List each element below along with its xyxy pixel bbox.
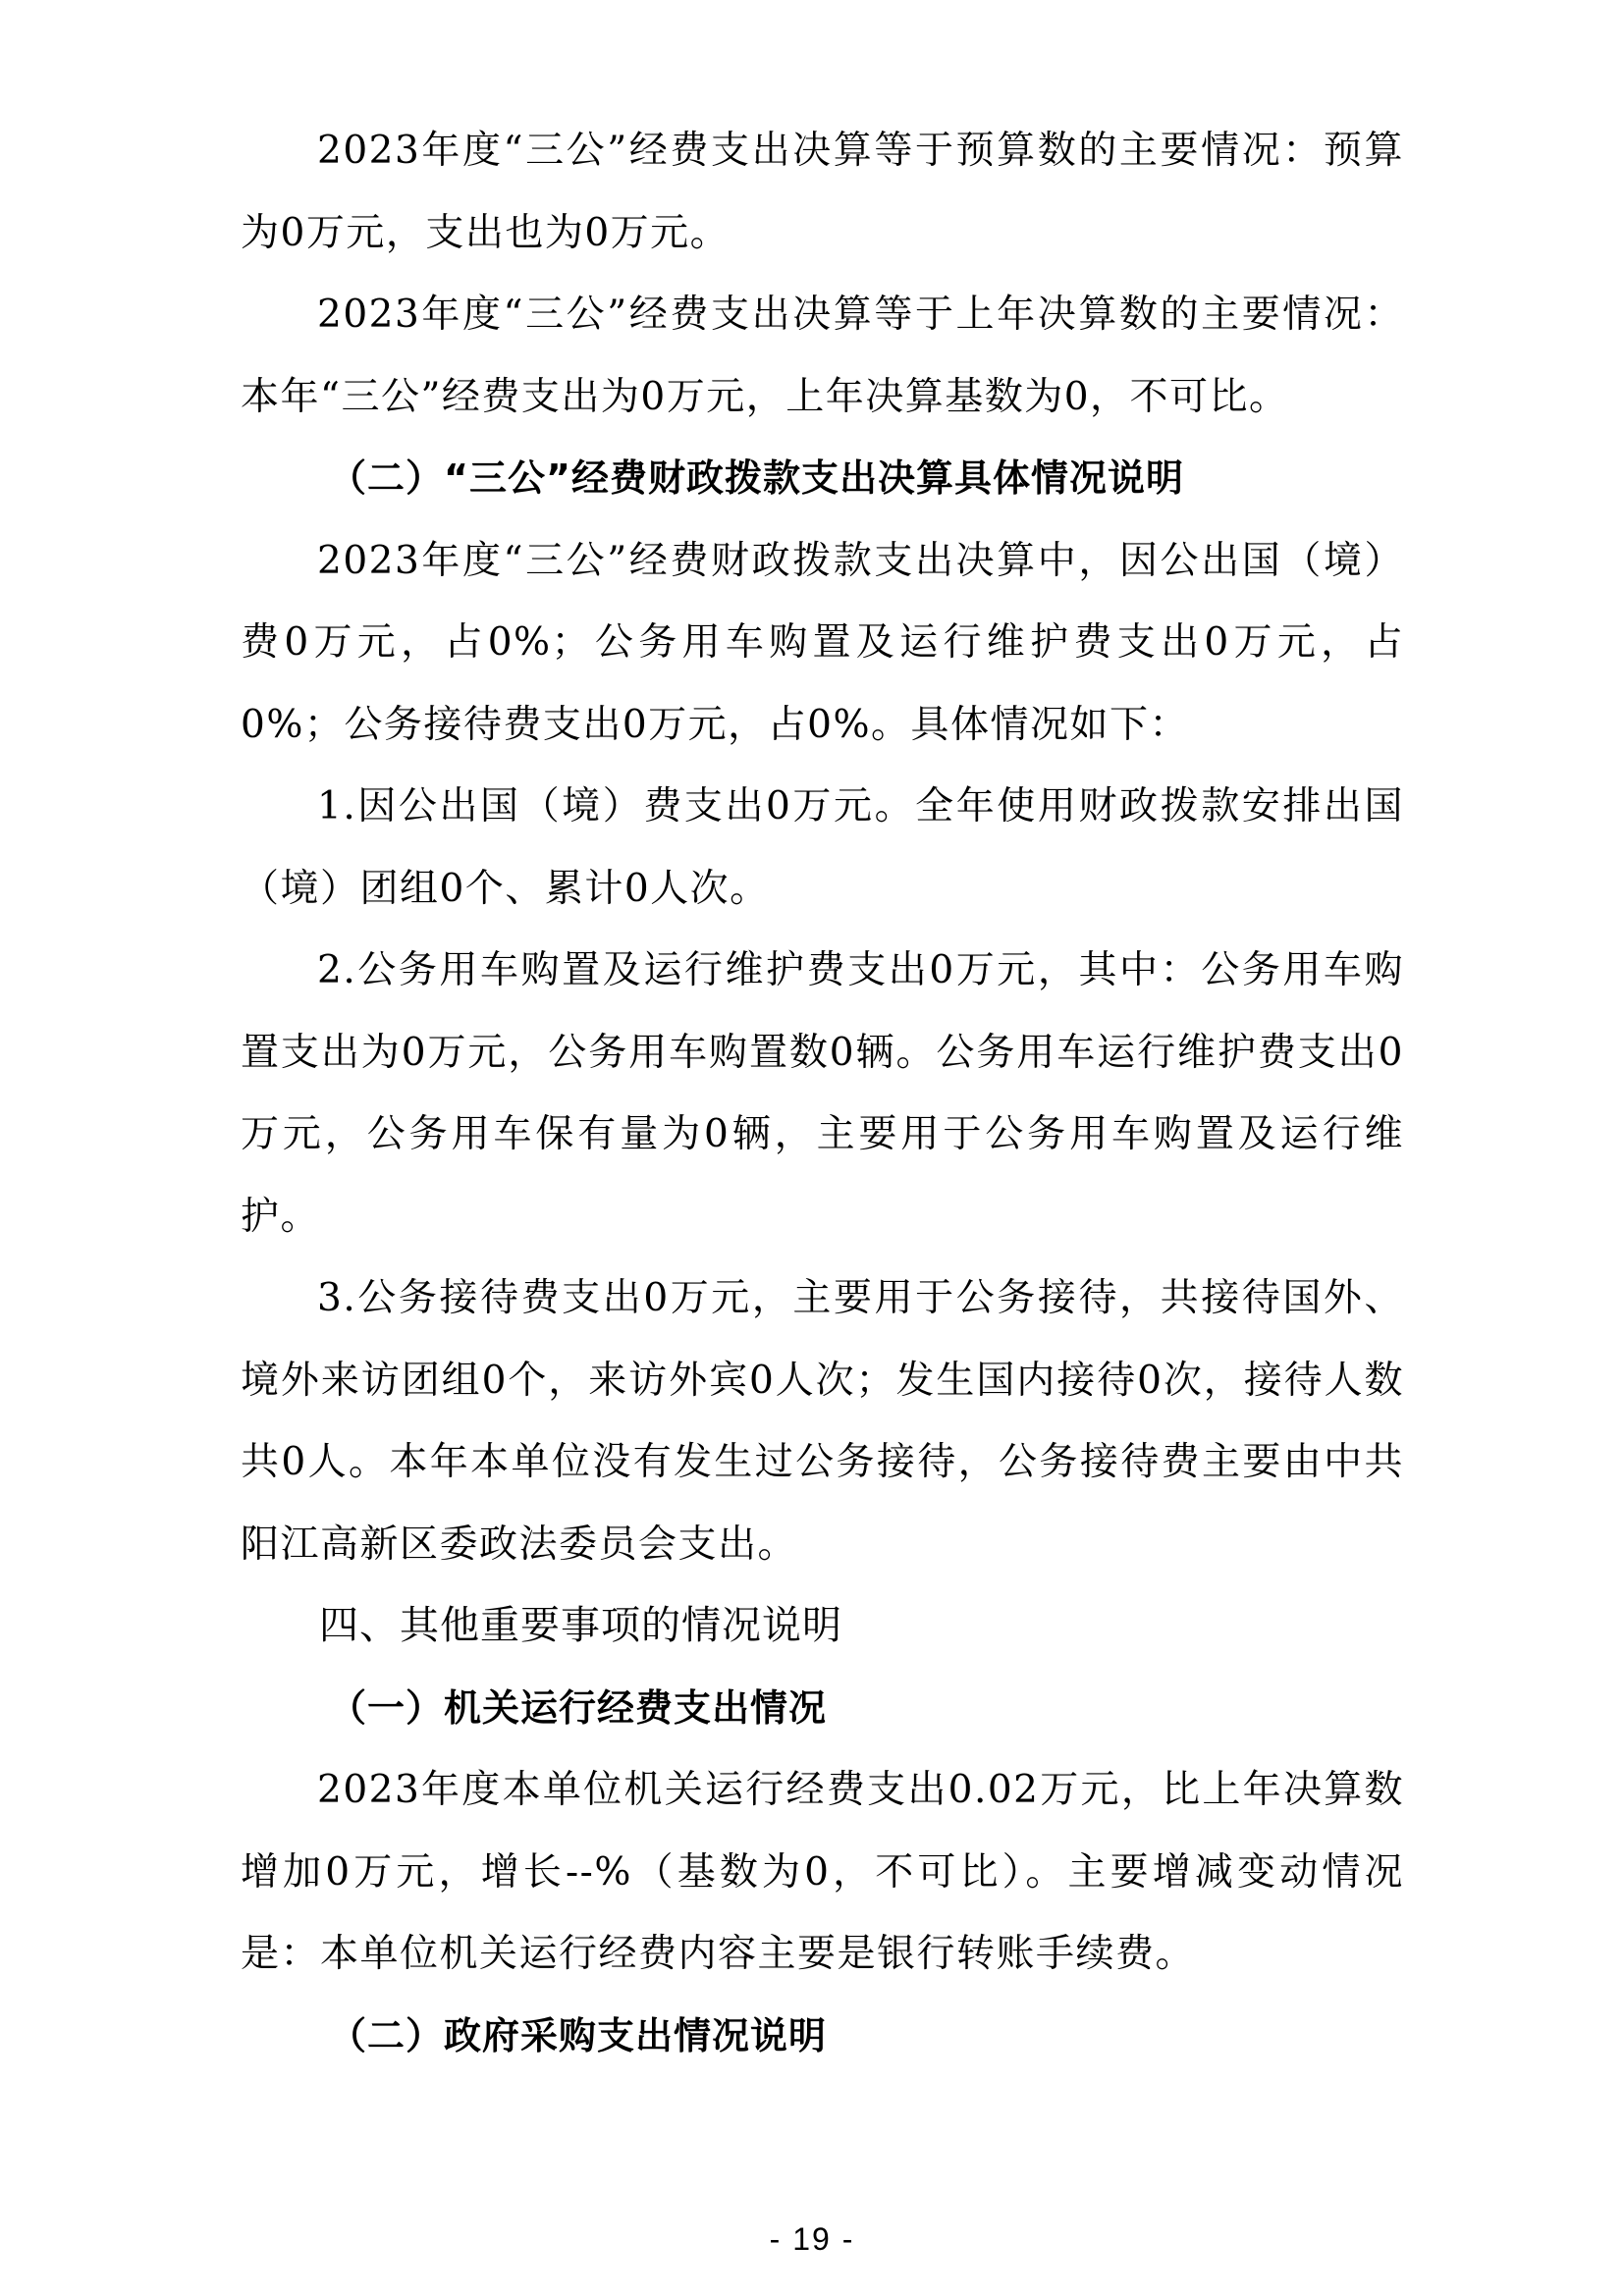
paragraph-official-reception: 3.公务接待费支出0万元，主要用于公务接待，共接待国外、境外来访团组0个，来访外宾0人次；发生国内接待0次，接待人数共0人。本年本单位没有发生过公务接待，公务接待费主要由中共阳江高新区委政法委员会支出。 bbox=[241, 1276, 1404, 1567]
paragraph-operating-expenses: 2023年度本单位机关运行经费支出0.02万元，比上年决算数增加0万元，增长--%（基数为0，不可比）。主要增减变动情况是：本单位机关运行经费内容主要是银行转账手续费。 bbox=[241, 1768, 1404, 1976]
paragraph-official-vehicles: 2.公务用车购置及运行维护费支出0万元，其中：公务用车购置支出为0万元，公务用车购置数0辆。公务用车运行维护费支出0万元，公务用车保有量为0辆，主要用于公务用车购置及运行维护。 bbox=[241, 948, 1404, 1239]
paragraph-overseas-travel: 1.因公出国（境）费支出0万元。全年使用财政拨款安排出国（境）团组0个、累计0人次。 bbox=[241, 784, 1404, 911]
section-heading-government-procurement: （二）政府采购支出情况说明 bbox=[329, 2013, 828, 2057]
paragraph-three-public-breakdown: 2023年度“三公”经费财政拨款支出决算中，因公出国（境）费0万元，占0%；公务用车购置及运行维护费支出0万元，占0%；公务接待费支出0万元，占0%。具体情况如下： bbox=[241, 538, 1404, 747]
paragraph-prior-year-comparison: 2023年度“三公”经费支出决算等于上年决算数的主要情况：本年“三公”经费支出为0万元，上年决算基数为0，不可比。 bbox=[241, 293, 1404, 419]
page-number: - 19 - bbox=[769, 2221, 855, 2257]
section-heading-other-matters: 四、其他重要事项的情况说明 bbox=[319, 1603, 842, 1648]
section-heading-operating-expenses: （一）机关运行经费支出情况 bbox=[329, 1685, 828, 1730]
document-page bbox=[241, 110, 1404, 2077]
paragraph-budget-comparison: 2023年度“三公”经费支出决算等于预算数的主要情况：预算为0万元，支出也为0万元。 bbox=[241, 129, 1404, 255]
section-heading-three-public-details: （二）“三公”经费财政拨款支出决算具体情况说明 bbox=[329, 456, 1184, 500]
